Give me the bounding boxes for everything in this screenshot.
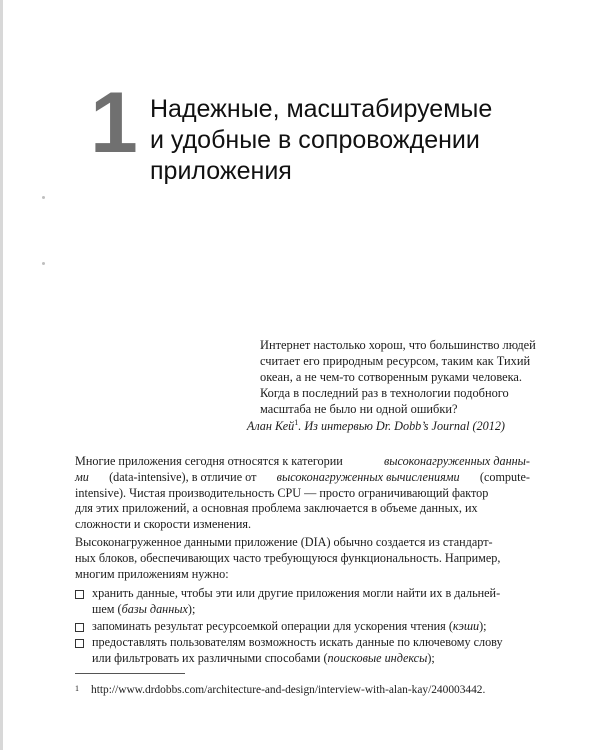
scan-speck <box>42 262 45 265</box>
text-run: (compute- <box>476 469 530 484</box>
text-run-italic: ми <box>75 469 89 484</box>
text-run: ных блоков, обеспечивающих часто требующуюся функциональность. Например, <box>75 550 501 565</box>
text-run: шем ( <box>92 601 122 616</box>
epigraph-line: считает его природным ресурсом, таким как Тихий <box>260 354 531 368</box>
text-run: многим приложениям нужно: <box>75 566 229 581</box>
text-run: сложности и скорости изменения. <box>75 517 252 532</box>
text-run: ); <box>187 601 196 616</box>
chapter-title <box>150 94 530 187</box>
footnote <box>75 684 485 696</box>
text-run-italic: базы данных <box>121 601 188 616</box>
footnote-number: 1 <box>75 684 79 693</box>
text-run: или фильтровать их различными способами ( <box>92 651 328 666</box>
scan-edge <box>0 0 3 750</box>
epigraph-attribution <box>247 418 505 434</box>
scan-speck <box>42 196 45 199</box>
text-run-italic: кэши <box>452 618 480 633</box>
attribution-author: Алан Кей <box>246 419 295 434</box>
text-run: хранить данные, чтобы эти или другие приложения могли найти их в дальней- <box>92 586 501 600</box>
footnote-divider <box>75 673 185 674</box>
text-run-italic: высоконагруженных вычислениями <box>276 469 460 484</box>
text-run: ); <box>479 618 487 633</box>
chapter-title-line: приложения <box>150 157 292 185</box>
text-run: Многие приложения сегодня относятся к категории <box>75 454 346 468</box>
list-item <box>75 619 535 635</box>
checkbox-bullet-icon <box>75 639 84 648</box>
text-run-italic: высоконагруженных данны- <box>383 454 530 468</box>
text-run: (data-intensive), в отличие от <box>106 469 260 484</box>
epigraph-line: масштаба не было ни одной ошибки? <box>260 402 458 416</box>
epigraph-quote <box>260 337 540 417</box>
text-run: предоставлять пользователям возможность искать данные по ключевому слову <box>92 635 503 650</box>
text-run-italic: поисковые индексы <box>327 651 428 666</box>
text-run: Высоконагруженное данными приложение (DIA) обычно создается из стандарт- <box>75 535 493 549</box>
epigraph-line: Когда в последний раз в технологии подобного <box>260 386 509 400</box>
chapter-number: 1 <box>90 75 138 171</box>
epigraph-line: океан, а не чем-то сотворенным руками человека. <box>260 370 523 384</box>
list-item <box>75 586 535 618</box>
text-run: intensive). Чистая производительность CPU — просто ограничивающий фактор <box>75 485 489 500</box>
checkbox-bullet-icon <box>75 623 84 632</box>
epigraph-line: Интернет настолько хорош, что большинство людей <box>260 338 536 352</box>
text-run: запоминать результат ресурсоемкой операции для ускорения чтения ( <box>92 618 453 633</box>
list-item <box>75 635 535 667</box>
text-run: для этих приложений, а основная проблема заключается в объеме данных, их <box>75 501 478 516</box>
chapter-title-line: Надежные, масштабируемые <box>150 95 493 123</box>
checkbox-bullet-icon <box>75 590 84 599</box>
bullet-list <box>75 586 535 668</box>
attribution-source: . Из интервью Dr. Dobb’s Journal (2012) <box>298 419 505 434</box>
body-paragraph <box>75 535 530 582</box>
footnote-reference[interactable]: 1 <box>294 418 299 427</box>
body-paragraph <box>75 454 530 533</box>
text-run: ); <box>427 651 435 666</box>
footnote-link[interactable]: http://www.drdobbs.com/architecture-and-design/interview-with-alan-kay/240003442. <box>91 684 486 696</box>
chapter-title-line: и удобные в сопровождении <box>150 126 480 154</box>
